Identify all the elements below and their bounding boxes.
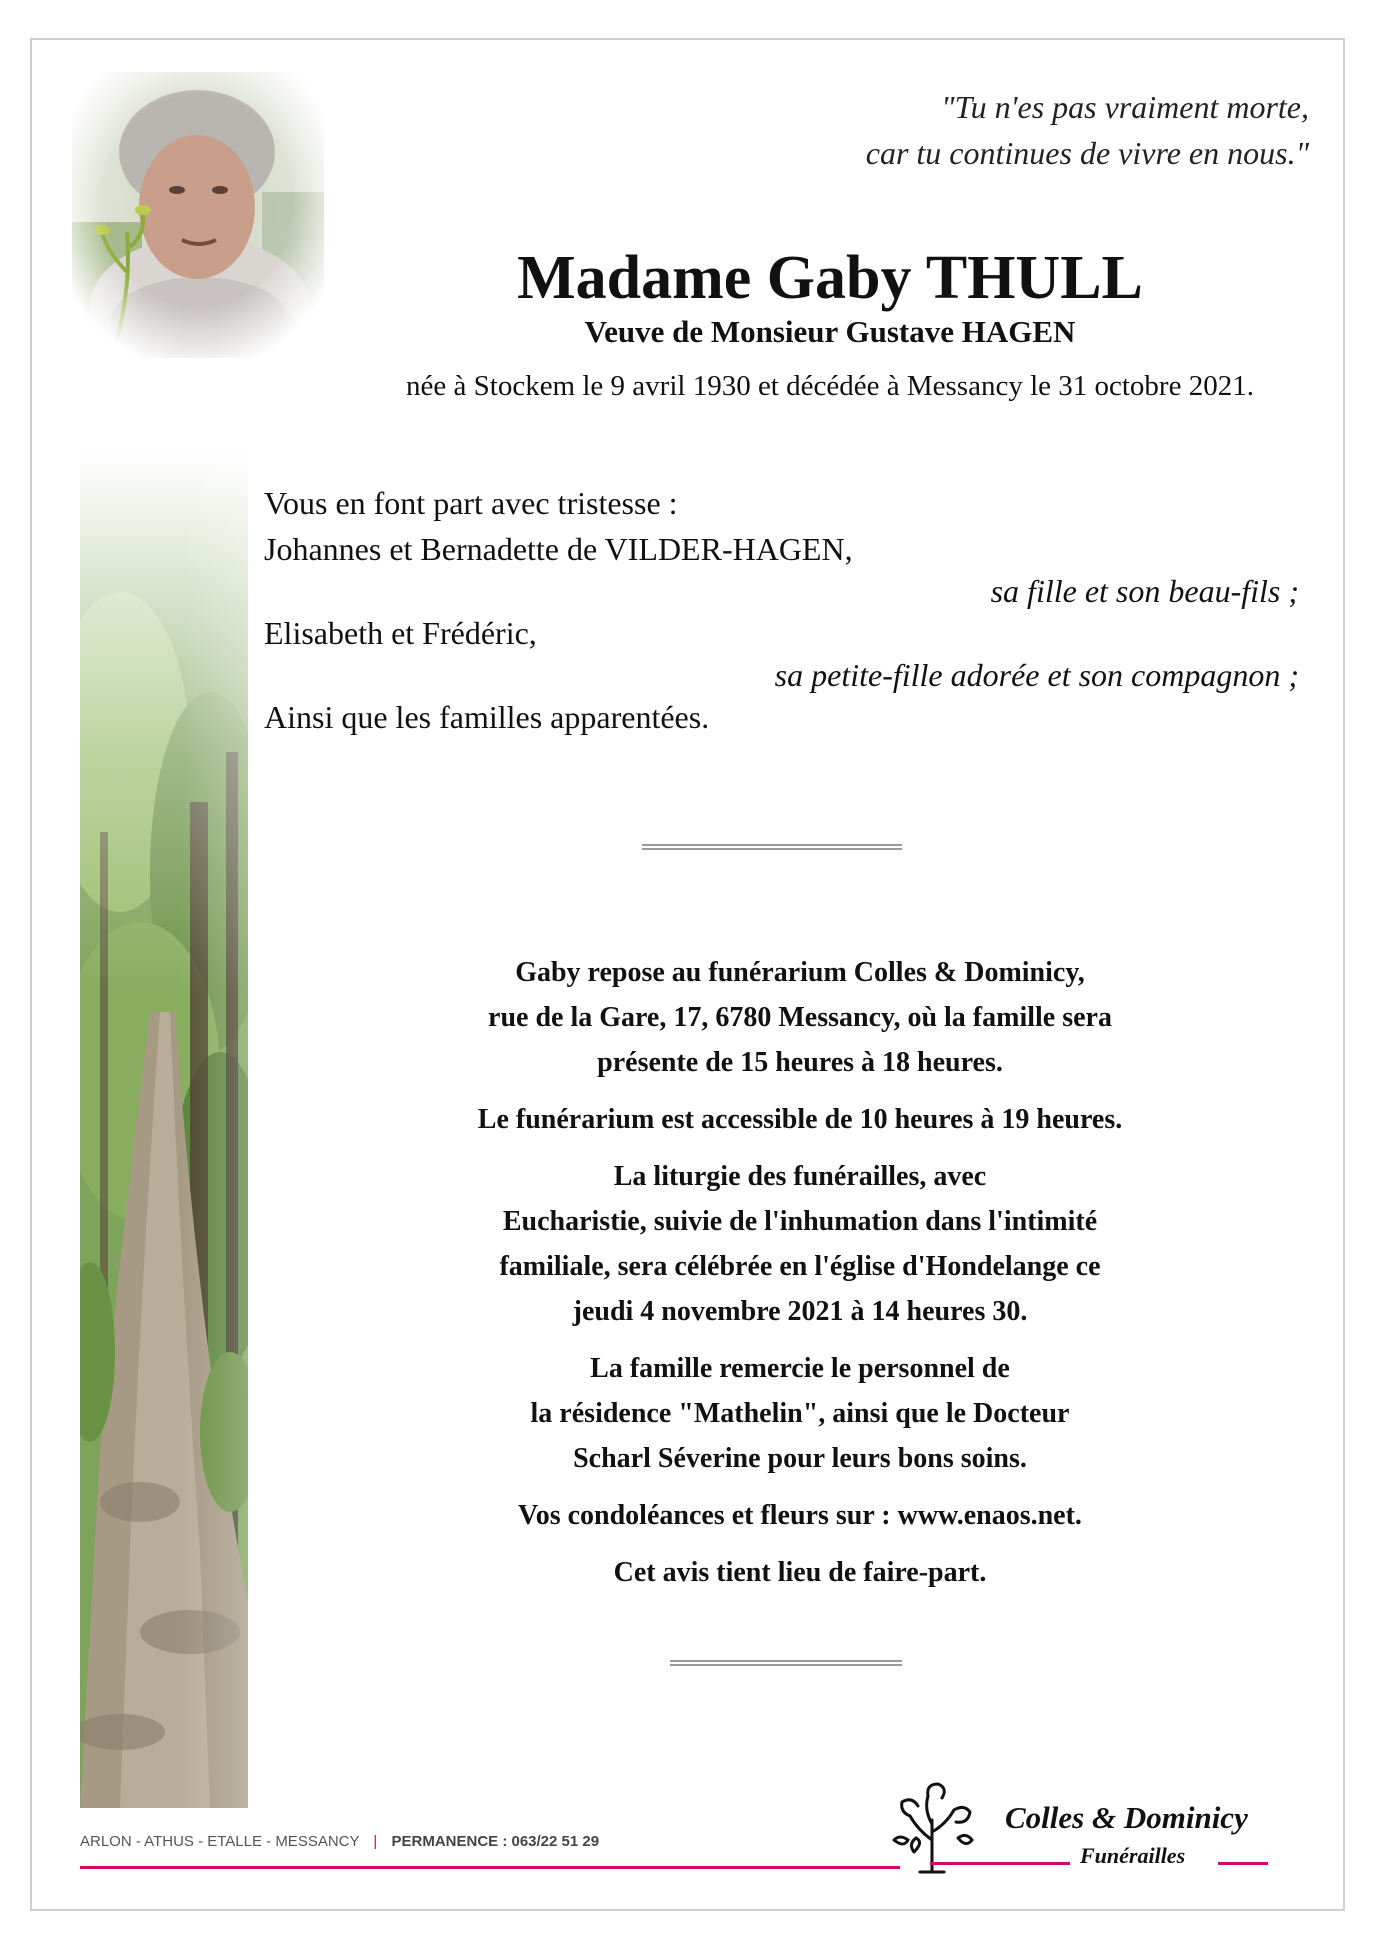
widow-of: Veuve de Monsieur Gustave HAGEN bbox=[584, 314, 1076, 349]
info-line: la résidence "Mathelin", ainsi que le Docteur bbox=[530, 1398, 1070, 1429]
tree-logo-icon bbox=[884, 1780, 980, 1874]
announcement-intro: Vous en font part avec tristesse : bbox=[264, 485, 678, 521]
birth-death-dates: née à Stockem le 9 avril 1930 et décédée à Messancy le 31 octobre 2021. bbox=[406, 370, 1254, 402]
double-divider bbox=[642, 844, 902, 850]
info-paragraph bbox=[290, 1550, 1310, 1595]
brand-name: Colles & Dominicy bbox=[1005, 1800, 1248, 1835]
family-names: Elisabeth et Frédéric, bbox=[264, 615, 537, 651]
info-line: La liturgie des funérailles, avec bbox=[613, 1161, 987, 1192]
info-line: jeudi 4 novembre 2021 à 14 heures 30. bbox=[572, 1296, 1028, 1327]
info-paragraph bbox=[290, 1097, 1310, 1142]
condolences-line: Vos condoléances et fleurs sur : www.enaos.net. bbox=[518, 1500, 1082, 1531]
brand-accent-line bbox=[930, 1862, 1070, 1865]
forest-path-photo bbox=[80, 452, 248, 1808]
info-line: rue de la Gare, 17, 6780 Messancy, où la famille sera bbox=[488, 1002, 1112, 1033]
family-relation: sa fille et son beau-fils ; bbox=[990, 573, 1299, 609]
footer-separator: | bbox=[373, 1833, 378, 1850]
family-relation: sa petite-fille adorée et son compagnon ; bbox=[774, 657, 1299, 693]
info-line: Gaby repose au funérarium Colles & Dominicy, bbox=[515, 957, 1085, 988]
family-announcement bbox=[264, 482, 1299, 738]
info-line: Cet avis tient lieu de faire-part. bbox=[613, 1557, 987, 1588]
quote-line: car tu continues de vivre en nous." bbox=[865, 135, 1309, 171]
info-paragraph bbox=[290, 1346, 1310, 1481]
info-line: Scharl Séverine pour leurs bons soins. bbox=[573, 1443, 1027, 1474]
portrait-photo bbox=[72, 72, 324, 358]
brand-subtitle: Funérailles bbox=[1080, 1843, 1186, 1868]
info-paragraph bbox=[290, 950, 1310, 1085]
info-paragraph bbox=[290, 1154, 1310, 1334]
footer-contact bbox=[80, 1833, 599, 1850]
info-line: Eucharistie, suivie de l'inhumation dans l'intimité bbox=[502, 1206, 1098, 1237]
quote-line: "Tu n'es pas vraiment morte, bbox=[941, 89, 1309, 125]
footer-locations: ARLON - ATHUS - ETALLE - MESSANCY bbox=[80, 1833, 360, 1850]
footer-accent-line bbox=[80, 1866, 900, 1869]
info-line: Le funérarium est accessible de 10 heures à 19 heures. bbox=[477, 1104, 1123, 1135]
announcement-closing: Ainsi que les familles apparentées. bbox=[264, 699, 710, 735]
footer-permanence: PERMANENCE : 063/22 51 29 bbox=[391, 1833, 600, 1850]
funeral-info bbox=[290, 950, 1310, 1607]
brand-accent-line bbox=[1218, 1862, 1268, 1865]
family-names: Johannes et Bernadette de VILDER-HAGEN, bbox=[264, 531, 853, 567]
double-divider bbox=[670, 1660, 902, 1666]
info-line: familiale, sera célébrée en l'église d'Hondelange ce bbox=[499, 1251, 1101, 1282]
memorial-quote bbox=[866, 84, 1309, 176]
info-line: présente de 15 heures à 18 heures. bbox=[597, 1047, 1003, 1078]
info-line: La famille remercie le personnel de bbox=[590, 1353, 1010, 1384]
deceased-name: Madame Gaby THULL bbox=[517, 244, 1143, 312]
info-paragraph bbox=[290, 1493, 1310, 1538]
